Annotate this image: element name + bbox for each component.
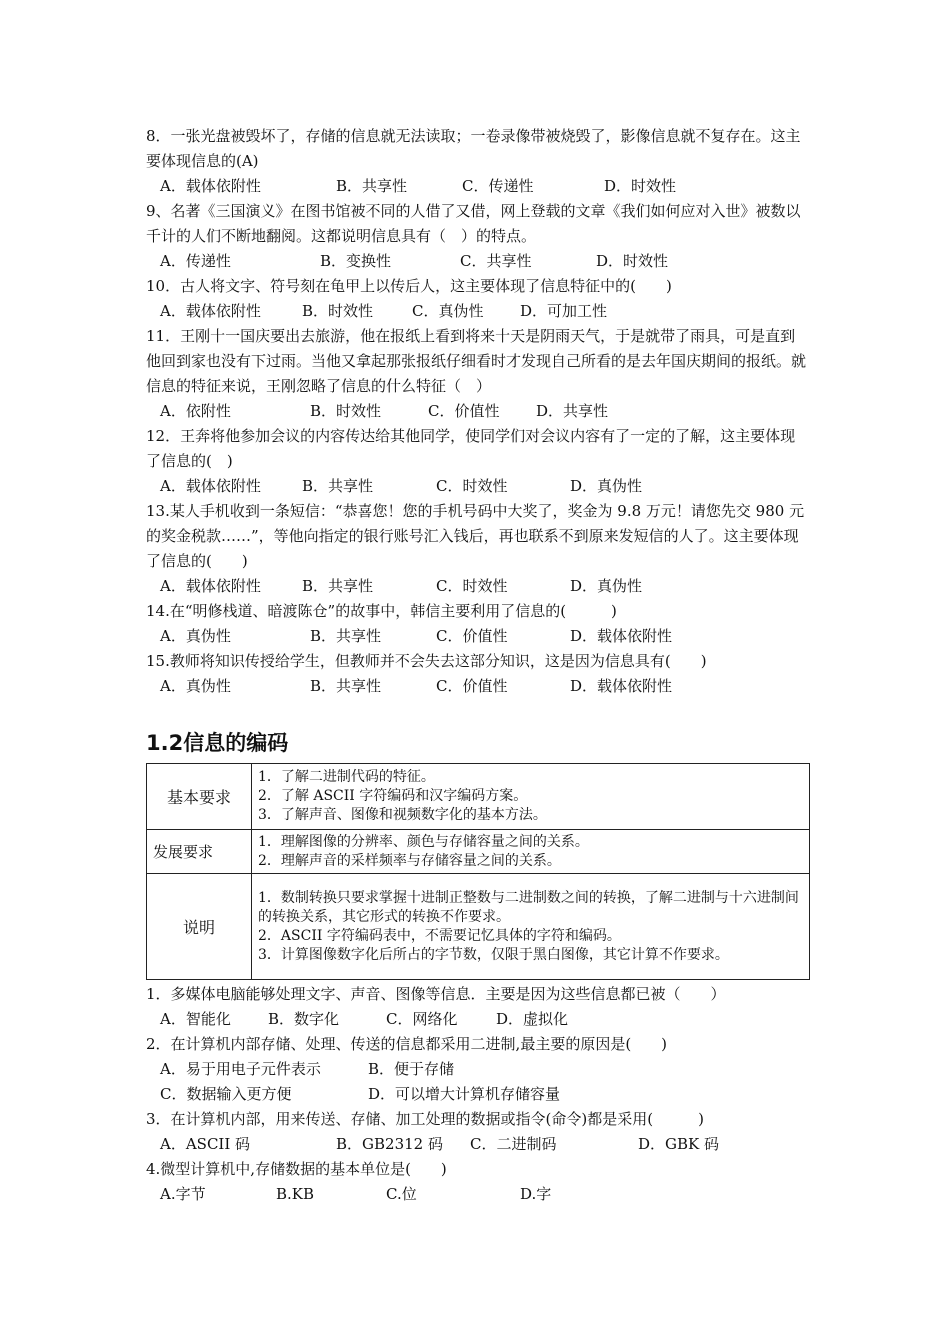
question-text: 4.微型计算机中,存储数据的基本单位是( ) [146,1160,447,1178]
option-b: B．共享性 [302,577,374,595]
table-row [147,874,810,980]
option-b: B．时效性 [302,302,374,320]
option-a: A．真伪性 [160,627,231,645]
option-c: C．传递性 [462,177,534,195]
answer-options [146,624,810,649]
option-d: D．载体依附性 [570,677,673,695]
question-text: 2．在计算机内部存储、处理、传送的信息都采用二进制,最主要的原因是( ) [146,1035,668,1053]
option-c: C．时效性 [436,477,508,495]
option-b: B．共享性 [336,177,408,195]
section-title: 1.2信息的编码 [146,731,289,755]
row-content [252,764,810,830]
answer-options [146,249,810,274]
option-b: B．共享性 [302,477,374,495]
option-a: A．载体依附性 [160,477,261,495]
option-b: B．GB2312 码 [336,1135,443,1153]
option-c: C．价值性 [436,677,508,695]
question-text: 10．古人将文字、符号刻在龟甲上以传后人，这主要体现了信息特征中的( ) [146,277,672,295]
option-c: C.位 [386,1185,417,1203]
question-block-b [146,982,810,1207]
document-page [146,124,810,1207]
option-a: A．载体依附性 [160,302,261,320]
question-text: 12．王奔将他参加会议的内容传达给其他同学，使同学们对会议内容有了一定的了解，这主要体现了信息的( ) [146,427,796,470]
list-item: 3．计算图像数字化后所占的字节数，仅限于黑白图像，其它计算不作要求。 [258,946,729,963]
answer-options [146,174,810,199]
question-text: 1．多媒体电脑能够处理文字、声音、图像等信息．主要是因为这些信息都已被（ ） [146,985,726,1003]
question-text: 15.教师将知识传授给学生，但教师并不会失去这部分知识，这是因为信息具有( ) [146,652,707,670]
option-d: D．载体依附性 [570,627,673,645]
option-c: C．网络化 [386,1010,458,1028]
option-a: A．载体依附性 [160,177,261,195]
option-b: B．便于存储 [368,1060,455,1078]
option-a: A．传递性 [160,252,231,270]
table-row [147,764,810,830]
question-block-a [146,124,810,699]
answer-options [146,399,810,424]
option-d: D．可加工性 [520,302,608,320]
answer-options [146,299,810,324]
option-b: B．共享性 [310,677,382,695]
option-d: D.字 [520,1185,552,1203]
row-label: 说明 [147,874,252,980]
option-b: B．共享性 [310,627,382,645]
list-item: 1．了解二进制代码的特征。 [258,769,435,785]
option-d: D．GBK 码 [638,1135,720,1153]
option-c: C．二进制码 [470,1135,557,1153]
option-d: D．虚拟化 [496,1010,569,1028]
question-text: 11．王刚十一国庆要出去旅游，他在报纸上看到将来十天是阴雨天气，于是就带了雨具，可是直到他回到家也没有下过雨。当他又拿起那张报纸仔细看时才发现自己所看的是去年国庆期间的报纸。就信息的特征来说，王刚忽略了信息的什么特征（ ） [146,327,807,395]
row-label: 基本要求 [147,764,252,830]
option-a: A．载体依附性 [160,577,261,595]
answer-options [146,1007,810,1032]
option-d: D．共享性 [536,402,609,420]
list-item: 2．了解 ASCII 字符编码和汉字编码方案。 [258,788,528,804]
option-a: A．易于用电子元件表示 [160,1060,321,1078]
option-d: D．时效性 [604,177,677,195]
option-d: D．可以增大计算机存储容量 [368,1085,561,1103]
option-d: D．真伪性 [570,577,643,595]
option-b: B．变换性 [320,252,392,270]
option-d: D．时效性 [596,252,669,270]
row-content [252,874,810,980]
answer-options [146,1132,810,1157]
answer-options [146,1057,810,1082]
option-c: C．真伪性 [412,302,484,320]
row-content [252,830,810,874]
question-text: 3．在计算机内部，用来传送、存储、加工处理的数据或指令(命令)都是采用( ) [146,1110,704,1128]
option-b: B.KB [276,1185,315,1203]
question-text: 9、名著《三国演义》在图书馆被不同的人借了又借，网上登载的文章《我们如何应对入世》被数以千计的人们不断地翻阅。这都说明信息具有（ ）的特点。 [146,202,801,245]
option-d: D．真伪性 [570,477,643,495]
answer-options [146,474,810,499]
row-label: 发展要求 [147,830,252,874]
table-row [147,830,810,874]
option-c: C．价值性 [436,627,508,645]
question-text: 14.在“明修栈道、暗渡陈仓”的故事中，韩信主要利用了信息的( ) [146,602,617,620]
answer-options [146,1182,810,1207]
list-item: 1．数制转换只要求掌握十进制正整数与二进制数之间的转换，了解二进制与十六进制间的转换关系，其它形式的转换不作要求。 [258,889,799,925]
answer-options [146,674,810,699]
option-c: C．时效性 [436,577,508,595]
option-a: A．真伪性 [160,677,231,695]
list-item: 3．了解声音、图像和视频数字化的基本方法。 [258,807,547,823]
list-item: 2．理解声音的采样频率与存储容量之间的关系。 [258,852,561,869]
option-c: C．价值性 [428,402,500,420]
answer-options [146,574,810,599]
option-c: C．数据输入更方便 [160,1085,292,1103]
option-a: A.字节 [160,1185,206,1203]
list-item: 1．理解图像的分辨率、颜色与存储容量之间的关系。 [258,833,589,850]
list-item: 2．ASCII 字符编码表中，不需要记忆具体的字符和编码。 [258,927,621,944]
option-a: A．ASCII 码 [160,1135,251,1153]
option-b: B．数字化 [268,1010,340,1028]
option-c: C．共享性 [460,252,532,270]
question-text: 8．一张光盘被毁坏了，存储的信息就无法读取；一卷录像带被烧毁了，影像信息就不复存在。这主要体现信息的(A) [146,127,801,170]
option-a: A．依附性 [160,402,231,420]
answer-options [146,1082,810,1107]
question-text: 13.某人手机收到一条短信：“恭喜您！您的手机号码中大奖了，奖金为 9.8 万元！请您先交 980 元的奖金税款……”，等他向指定的银行账号汇入钱后，再也联系不到原来发短信的人了。这主要体现了信息的( ) [146,502,805,570]
option-a: A．智能化 [160,1010,231,1028]
option-b: B．时效性 [310,402,382,420]
requirements-table [146,763,810,980]
